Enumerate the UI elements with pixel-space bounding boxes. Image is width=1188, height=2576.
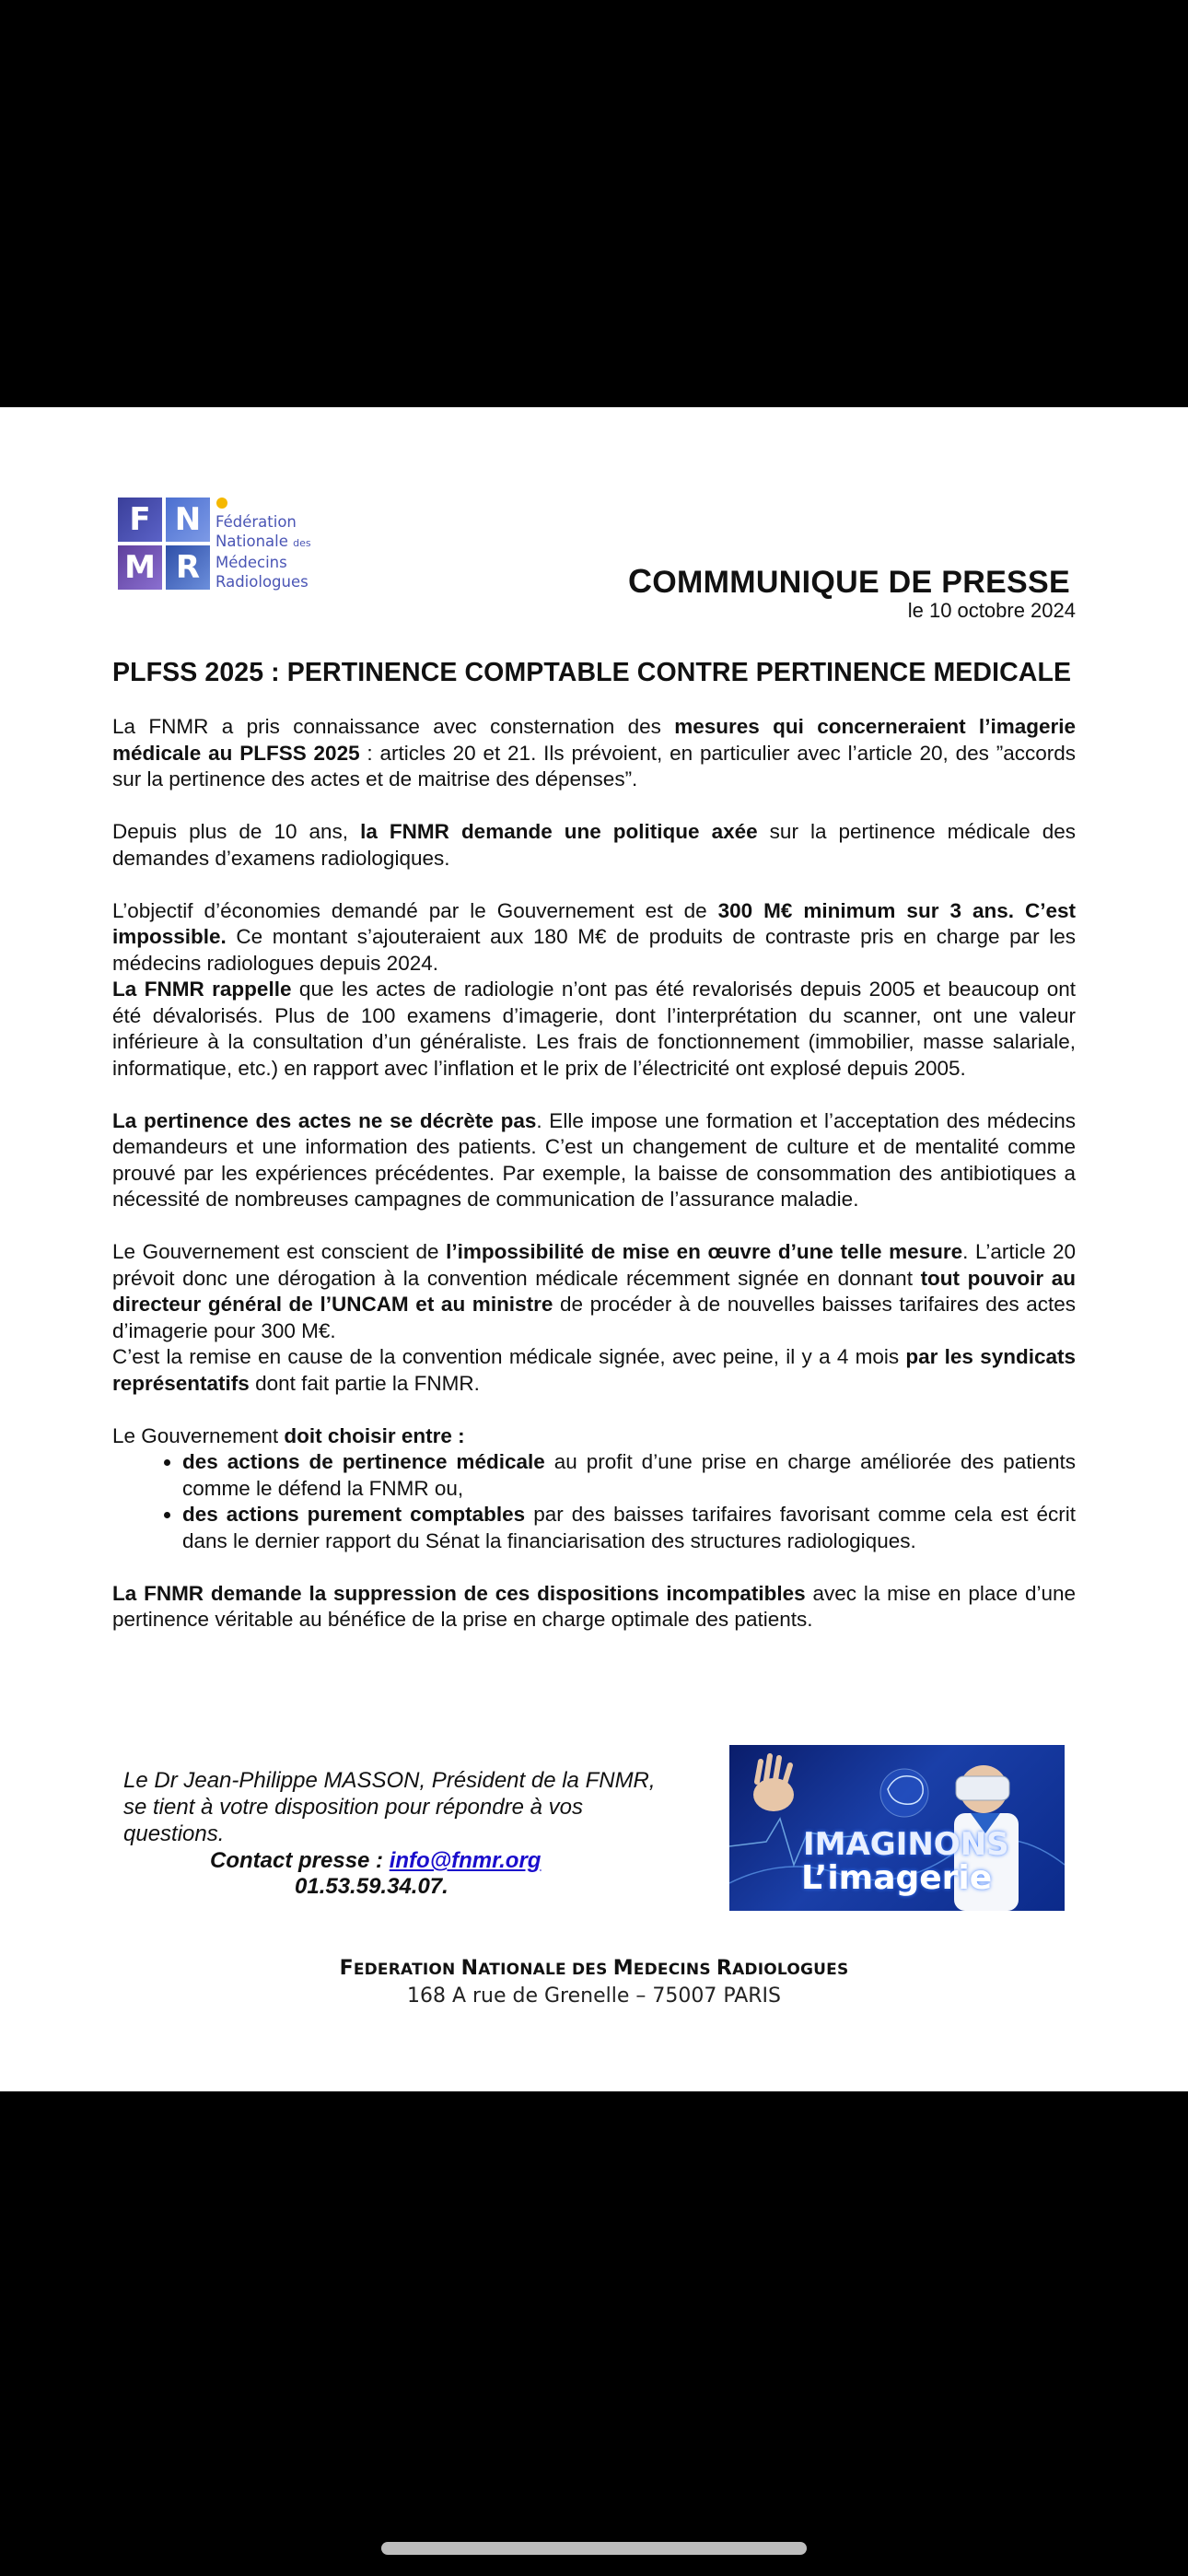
press-release-title: COMMMUNIQUE DE PRESSE: [627, 562, 1070, 600]
logo-letter: N: [166, 498, 210, 542]
paragraph: La FNMR demande la suppression de ces dispositions incompatibles avec la mise en place d’une pertinence véritable au bénéfice de la prise en charge optimale des patients.: [112, 1581, 1076, 1631]
paragraph: Le Gouvernement est conscient de l’impossibilité de mise en œuvre d’une telle mesure. L’article 20 prévoit donc une dérogation à la convention médicale récemment signée en donnant tout pouvoir au directeur général de l’UNCAM et au ministre de procéder à de nouvelles baisses tarifaires des actes d’imagerie pour 300 M€.: [112, 1240, 1076, 1342]
press-phone: 01.53.59.34.07.: [295, 1874, 448, 1899]
banner-subtitle: L’imagerie: [801, 1859, 993, 1897]
paragraph: Depuis plus de 10 ans, la FNMR demande une politique axée sur la pertinence médicale des demandes d’examens radiologiques.: [112, 820, 1077, 870]
logo-letter: F: [118, 498, 162, 542]
logo-line: Radiologues: [215, 573, 309, 591]
paragraph: La FNMR a pris connaissance avec consternation des mesures qui concerneraient l’imagerie médicale au PLFSS 2025 : articles 20 et 21. Ils prévoient, en particulier avec l’article 20, des ”accords sur la pertinence des actes et de maitrise des dépenses”.: [112, 715, 1076, 790]
paragraph: C’est la remise en cause de la convention médicale signée, avec peine, il y a 4 mois par les syndicats représentatifs dont fait partie la FNMR.: [112, 1345, 1077, 1395]
logo-grid: [118, 498, 210, 590]
footer-organization: FEDERATION NATIONALE DES MEDECINS RADIOLOGUES: [339, 1957, 849, 1980]
imaginons-banner-image: [729, 1745, 1065, 1911]
contact-line: questions.: [123, 1821, 225, 1846]
logo-dot: [216, 498, 227, 509]
contact-line: se tient à votre disposition pour répondre à vos: [123, 1795, 583, 1820]
home-indicator[interactable]: [381, 2542, 807, 2555]
list-item: • des actions purement comptables par des baisses tarifaires favorisant comme cela est écrit dans le dernier rapport du Sénat la financiarisation des structures radiologiques.: [182, 1502, 1076, 1554]
logo-letter: R: [166, 545, 210, 590]
logo-text: [215, 512, 335, 591]
logo-line: Médecins: [215, 554, 287, 571]
contact-line: Le Dr Jean-Philippe MASSON, Président de la FNMR,: [123, 1768, 656, 1793]
main-title: PLFSS 2025 : PERTINENCE COMPTABLE CONTRE PERTINENCE MEDICALE: [112, 658, 1072, 687]
list-item: • des actions de pertinence médicale au profit d’une prise en charge améliorée des patients comme le défend la FNMR ou,: [182, 1449, 1076, 1502]
paragraph: La FNMR rappelle que les actes de radiologie n’ont pas été revalorisés depuis 2005 et beaucoup ont été dévalorisés. Plus de 100 examens d’imagerie, dont l’interprétation du scanner, ont une valeur inférieure à la consultation d’un généraliste. Les frais de fonctionnement (immobilier, masse salariale, informatique, etc.) en rapport avec l’inflation et le prix de l’électricité ont explosé depuis 2005.: [112, 978, 1077, 1080]
logo-line: Nationale des: [215, 533, 311, 550]
paragraph: L’objectif d’économies demandé par le Gouvernement est de 300 M€ minimum sur 3 ans. C’est impossible. Ce montant s’ajouteraient aux 180 M€ de produits de contraste pris en charge par les médecins radiologues depuis 2024.: [112, 898, 1076, 975]
choice-list: [112, 1449, 1076, 1554]
article-body: [112, 714, 1076, 1659]
email-link[interactable]: info@fnmr.org: [389, 1848, 542, 1873]
press-contact: Contact presse : info@fnmr.org: [210, 1848, 542, 1873]
banner-title: IMAGINONS: [803, 1826, 1009, 1863]
contact-block: [123, 1767, 676, 1847]
paragraph: La pertinence des actes ne se décrète pas. Elle impose une formation et l’acceptation des médecins demandeurs et une information des patients. C’est un changement de culture et de mentalité comme prouvé par les expériences précédentes. Par exemple, la baisse de consommation des antibiotiques a nécessité de nombreuses campagnes de communication de l’assurance maladie.: [112, 1108, 1076, 1211]
document-page: [0, 407, 1188, 2091]
press-release-date: le 10 octobre 2024: [907, 599, 1076, 622]
logo-letter: M: [118, 545, 162, 590]
logo-line: Fédération: [215, 513, 297, 531]
paragraph: Le Gouvernement doit choisir entre :: [112, 1423, 465, 1447]
footer-address: 168 A rue de Grenelle – 75007 PARIS: [406, 1985, 782, 2008]
fnmr-logo: [118, 498, 330, 593]
